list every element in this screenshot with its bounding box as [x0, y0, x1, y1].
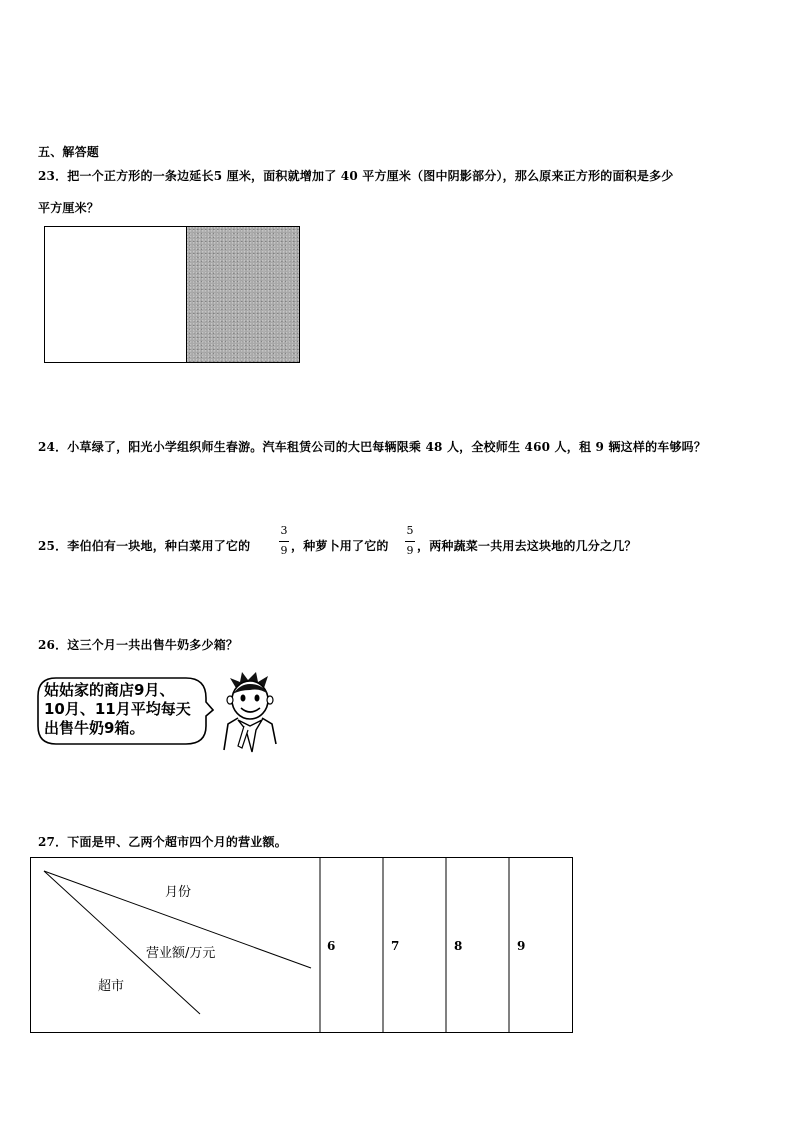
question-25-part2: ，种萝卜用了它的: [291, 539, 389, 553]
fraction-2-denominator: 9: [406, 544, 414, 557]
header-month: 月份: [165, 885, 192, 900]
month-7: 7: [391, 939, 400, 953]
original-square: [44, 226, 187, 363]
fraction-1-numerator: 3: [280, 524, 288, 537]
table-grid: [30, 857, 573, 1033]
fraction-2-bar: [405, 541, 415, 542]
month-9: 9: [517, 939, 526, 953]
question-23-line1: 23．把一个正方形的一条边延长5 厘米，面积就增加了 40 平方厘米（图中阴影部分），那么原来正方形的面积是多少: [38, 169, 674, 183]
month-8: 8: [454, 939, 463, 953]
boy-illustration: [214, 666, 282, 756]
fraction-2-numerator: 5: [406, 524, 414, 537]
header-amount: 营业额/万元: [146, 946, 216, 961]
bubble-line-1: 姑姑家的商店9月、: [44, 681, 175, 699]
question-27: 27．下面是甲、乙两个超市四个月的营业额。: [38, 835, 287, 849]
question-25-part1: 25．李伯伯有一块地，种白菜用了它的: [38, 539, 251, 553]
fraction-1-bar: [279, 541, 289, 542]
question-25-part3: ，两种蔬菜一共用去这块地的几分之几？: [417, 539, 637, 553]
header-store: 超市: [98, 979, 125, 994]
question-24: 24．小草绿了，阳光小学组织师生春游。汽车租赁公司的大巴每辆限乘 48 人，全校师生 460 人，租 9 辆这样的车够吗？: [38, 440, 707, 454]
bubble-line-2: 10月、11月平均每天: [44, 700, 191, 718]
month-6: 6: [327, 939, 336, 953]
bubble-line-3: 出售牛奶9箱。: [44, 719, 145, 737]
fraction-1-denominator: 9: [280, 544, 288, 557]
shaded-extension: [186, 226, 300, 363]
speech-bubble-text: [44, 681, 191, 738]
question-23-line2: 平方厘米？: [38, 201, 100, 215]
question-26: 26．这三个月一共出售牛奶多少箱？: [38, 638, 239, 652]
revenue-table: [30, 857, 573, 1033]
section-title: 五、解答题: [38, 145, 100, 159]
